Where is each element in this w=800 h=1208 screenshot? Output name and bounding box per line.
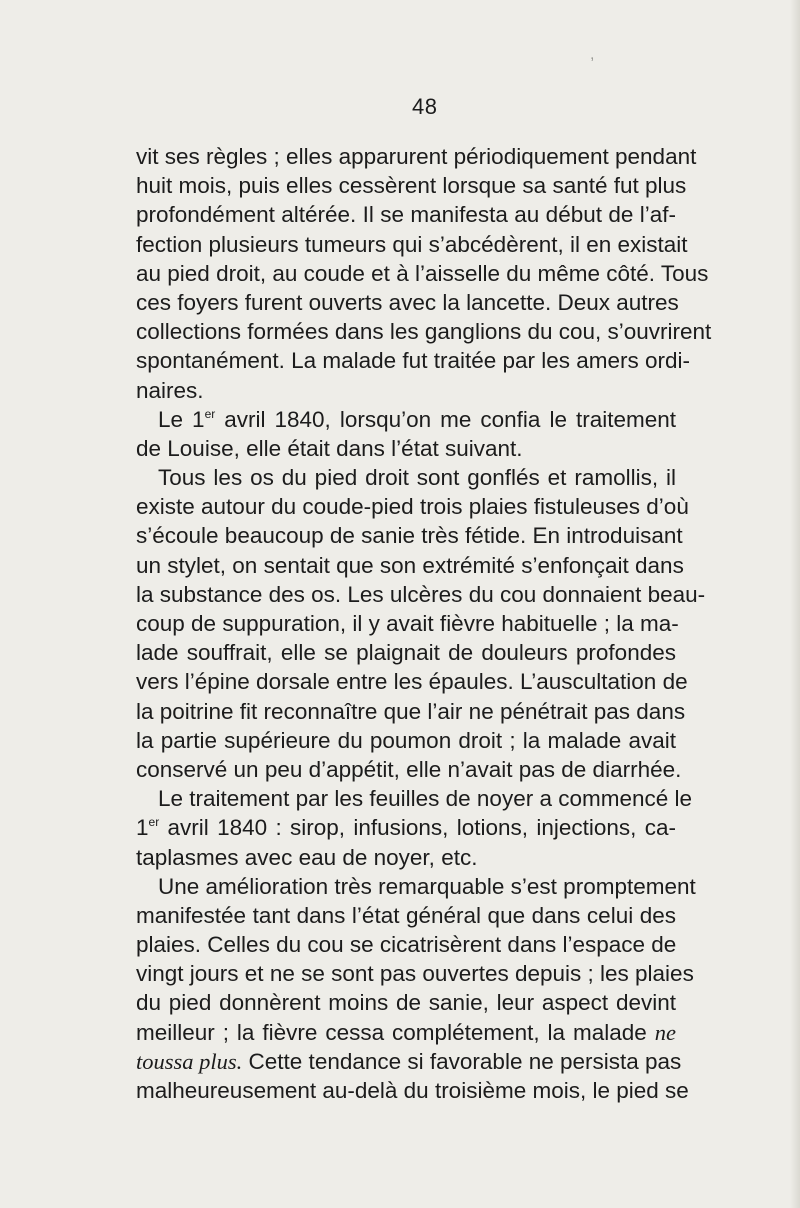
text-line: huit mois, puis elles cessèrent lorsque sa santé fut plus [136,173,687,199]
text-line: manifestée tant dans l’état général que dans celui des [136,902,676,928]
line-segment: avril 1840, lorsqu’on me confia le traitement [215,406,676,432]
text-line: la substance des os. Les ulcères du cou donnaient beau- [136,581,706,607]
superscript: er [148,815,160,830]
text-line: taplasmes avec eau de noyer, etc. [136,844,478,870]
text-line: naires. [136,377,204,403]
text-line [136,405,676,434]
text-line: plaies. Celles du cou se cicatrisèrent dans l’espace de [136,932,677,958]
text-line: malheureusement au-delà du troisième mois, le pied se [136,1078,689,1103]
text-line: la poitrine fit reconnaître que l’air ne pénétrait pas dans [136,698,686,724]
text-line [136,813,676,842]
text-line: fection plusieurs tumeurs qui s’abcédèrent, il en existait [136,231,688,257]
line-segment: avril 1840 : sirop, infusions, lotions, injections, ca- [159,815,676,841]
text-line: collections formées dans les ganglions du cou, s’ouvrirent [136,319,712,345]
text-line [136,1018,676,1047]
text-line: spontanément. La malade fut traitée par les amers ordi- [136,348,691,374]
text-line: vingt jours et ne se sont pas ouvertes depuis ; les plaies [136,961,694,987]
text-line: vit ses règles ; elles apparurent périodiquement pendant [136,144,697,169]
line-segment: meilleur ; la fièvre cessa complétement, la malade [136,1019,655,1045]
italic-segment: toussa plus. [136,1048,243,1074]
text-line: au pied droit, au coude et à l’aisselle du même côté. Tous [136,260,709,286]
text-line: existe autour du coude-pied trois plaies fistuleuses d’où [136,494,689,520]
text-line: s’écoule beaucoup de sanie très fétide. En introduisant [136,523,683,549]
line-segment: Cette tendance si favorable ne persista pas [242,1048,682,1074]
body-text [136,142,712,1105]
italic-segment: ne [654,1019,676,1045]
text-line: Tous les os du pied droit sont gonflés et ramollis, il [158,465,676,491]
text-line: la partie supérieure du poumon droit ; la malade avait [136,727,676,753]
text-line: Le traitement par les feuilles de noyer a commencé le [158,786,693,812]
line-segment: 1 [136,815,149,841]
text-line: vers l’épine dorsale entre les épaules. L’auscultation de [136,669,688,695]
text-line: conservé un peu d’appétit, elle n’avait pas de diarrhée. [136,756,682,782]
text-line: ces foyers furent ouverts avec la lancette. Deux autres [136,289,679,315]
page-edge-shadow [790,0,800,1208]
text-line: de Louise, elle était dans l’état suivant. [136,435,523,461]
line-segment: Le 1 [158,406,205,432]
text-line: du pied donnèrent moins de sanie, leur aspect devint [136,990,676,1016]
text-line: coup de suppuration, il y avait fièvre habituelle ; la ma- [136,611,679,636]
text-line: Une amélioration très remarquable s’est promptement [158,873,696,899]
text-line: lade souffrait, elle se plaignait de douleurs profondes [136,640,676,666]
text-line: profondément altérée. Il se manifesta au début de l’af- [136,202,676,228]
text-line: un stylet, on sentait que son extrémité s’enfonçait dans [136,552,684,578]
page-number: 48 [412,94,438,119]
text-line [136,1047,682,1076]
stray-mark: , [590,46,595,63]
superscript: er [204,406,216,421]
